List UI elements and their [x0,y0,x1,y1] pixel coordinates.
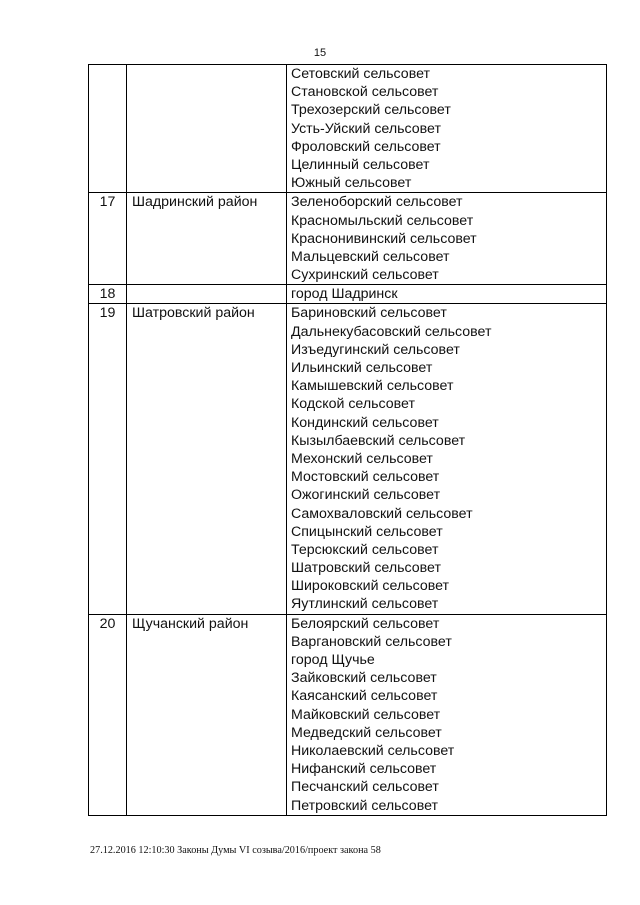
settlement-item: Становской сельсовет [291,84,439,101]
settlement-item: Мальцевский сельсовет [291,248,450,265]
table-row [89,65,607,193]
district-name [127,285,287,304]
table-row [89,285,607,304]
settlement-item: Майковский сельсовет [291,706,441,723]
settlement-item: Бариновский сельсовет [291,305,447,322]
settlement-item: Камышевский сельсовет [291,378,454,395]
settlement-item: Зайковский сельсовет [291,670,437,687]
settlement-item: Сухринский сельсовет [291,267,439,284]
settlement-item: Белоярский сельсовет [291,615,440,632]
settlement-item: Широковский сельсовет [291,578,450,595]
settlement-item: Мехонский сельсовет [291,450,433,467]
settlement-list [287,285,607,304]
page-number: 15 [313,47,327,59]
settlement-item: Сетовский сельсовет [291,66,430,82]
settlement-item: город Шадринск [291,286,398,303]
settlement-item: Изъедугинский сельсовет [291,341,460,358]
settlement-item: Яутлинский сельсовет [291,596,439,613]
district-name: Щучанский район [127,614,287,815]
settlement-list [287,304,607,614]
settlement-list [287,193,607,285]
table-row [89,304,607,614]
table-body [89,65,607,816]
row-number: 20 [89,614,127,815]
row-number: 19 [89,304,127,614]
settlement-item: Медведский сельсовет [291,724,442,741]
row-number: 17 [89,193,127,285]
row-number: 18 [89,285,127,304]
settlements-table [88,64,607,816]
district-name [127,65,287,193]
settlement-item: Фроловский сельсовет [291,138,441,155]
settlement-item: город Щучье [291,652,375,669]
settlement-item: Усть-Уйский сельсовет [291,120,441,137]
settlement-item: Каясанский сельсовет [291,688,438,705]
settlement-item: Нифанский сельсовет [291,761,437,778]
settlement-item: Ожогинский сельсовет [291,487,441,504]
settlement-item: Кондинский сельсовет [291,414,439,431]
settlement-item: Терсюкский сельсовет [291,541,439,558]
settlement-item: Песчанский сельсовет [291,779,439,796]
settlement-item: Петровский сельсовет [291,797,438,814]
settlement-item: Николаевский сельсовет [291,742,455,759]
settlement-item: Кодской сельсовет [291,396,415,413]
settlement-item: Варгановский сельсовет [291,633,452,650]
settlement-item: Южный сельсовет [291,175,412,192]
row-number [89,65,127,193]
settlement-item: Шатровский сельсовет [291,560,441,577]
settlement-item: Зеленоборский сельсовет [291,194,463,211]
settlement-item: Мостовский сельсовет [291,469,440,486]
settlement-item: Спицынский сельсовет [291,523,443,540]
settlement-item: Ильинский сельсовет [291,360,433,377]
district-name: Шатровский район [127,304,287,614]
settlement-item: Самохваловский сельсовет [291,505,473,522]
settlement-item: Кызылбаевский сельсовет [291,432,466,449]
table-row [89,193,607,285]
document-footer: 27.12.2016 12:10:30 Законы Думы VI созыва/2016/проект закона 58 [90,845,381,856]
settlement-list [287,65,607,193]
settlement-item: Целинный сельсовет [291,156,430,173]
table-row [89,614,607,815]
settlement-item: Красномыльский сельсовет [291,212,474,229]
district-name: Шадринский район [127,193,287,285]
settlement-item: Трехозерский сельсовет [291,102,451,119]
settlement-item: Краснонивинский сельсовет [291,230,477,247]
settlement-item: Дальнекубасовский сельсовет [291,323,492,340]
settlement-list [287,614,607,815]
